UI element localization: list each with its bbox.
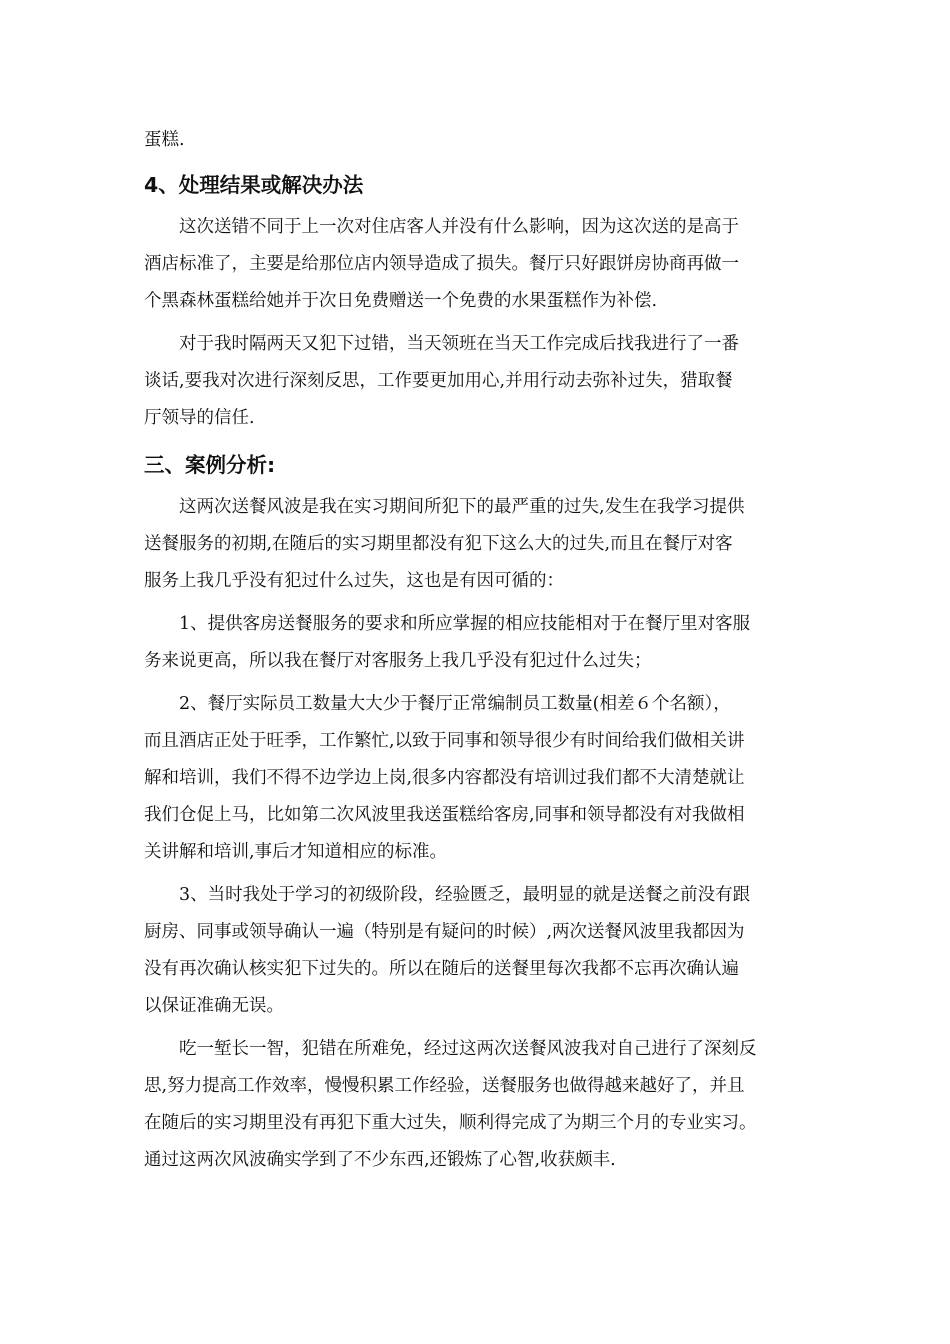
document-page — [144, 122, 810, 1185]
paragraph-line: 酒店标准了，主要是给那位店内领导造成了损失。餐厅只好跟饼房协商再做一 — [144, 254, 739, 274]
paragraph-line: 服务上我几乎没有犯过什么过失，这也是有因可循的： — [144, 571, 564, 591]
paragraph-line: 关讲解和培训,事后才知道相应的标准。 — [144, 842, 448, 862]
paragraph-line: 没有再次确认核实犯下过失的。所以在随后的送餐里每次我都不忘再次确认遍 — [144, 959, 739, 979]
paragraph-line: 我们仓促上马，比如第二次风波里我送蛋糕给客房,同事和领导都没有对我做相 — [144, 805, 745, 825]
paragraph — [144, 1031, 810, 1179]
section-heading-3: 三、案例分析: — [144, 453, 276, 477]
paragraph-line: 谈话,要我对次进行深刻反思，工作要更加用心,并用行动去弥补过失，猎取餐 — [144, 371, 733, 391]
section-heading-4: 4、处理结果或解决办法 — [144, 173, 364, 197]
paragraph-line: 送餐服务的初期,在随后的实习期里都没有犯下这么大的过失,而且在餐厅对客 — [144, 534, 733, 554]
paragraph-line: 这两次送餐风波是我在实习期间所犯下的最严重的过失,发生在我学习提供 — [179, 497, 745, 517]
paragraph — [144, 877, 810, 1025]
paragraph-line: 这次送错不同于上一次对住店客人并没有什么影响，因为这次送的是高于 — [179, 217, 739, 237]
paragraph-line: 而且酒店正处于旺季，工作繁忙,以致于同事和领导很少有时间给我们做相关讲 — [144, 731, 745, 751]
paragraph-line: 务来说更高，所以我在餐厅对客服务上我几乎没有犯过什么过失； — [144, 651, 652, 671]
paragraph-line: 个黑森林蛋糕给她并于次日免费赠送一个免费的水果蛋糕作为补偿. — [144, 291, 658, 311]
paragraph-line: 吃一堑长一智，犯错在所难免，经过这两次送餐风波我对自己进行了深刻反 — [179, 1039, 757, 1059]
paragraph-line: 在随后的实习期里没有再犯下重大过失，顺利得完成了为期三个月的专业实习。 — [144, 1113, 757, 1133]
paragraph-line: 2、餐厅实际员工数量大大少于餐厅正常编制员工数量(相差６个名额）， — [179, 694, 731, 714]
paragraph-line: 通过这两次风波确实学到了不少东西,还锻炼了心智,收获颇丰. — [144, 1150, 616, 1170]
paragraph-line: 3、当时我处于学习的初级阶段，经验匮乏，最明显的就是送餐之前没有跟 — [179, 885, 751, 905]
paragraph-line: 以保证准确无误。 — [144, 996, 284, 1016]
paragraph — [144, 606, 810, 680]
paragraph-line: 厨房、同事或领导确认一遍（特别是有疑问的时候）,两次送餐风波里我都因为 — [144, 922, 745, 942]
paragraph-line: 1、提供客房送餐服务的要求和所应掌握的相应技能相对于在餐厅里对客服 — [179, 614, 751, 634]
paragraph — [144, 326, 810, 437]
paragraph — [144, 489, 810, 600]
paragraph — [144, 209, 810, 320]
paragraph — [144, 686, 810, 871]
continuation-text: 蛋糕. — [144, 130, 185, 150]
paragraph-line: 解和培训，我们不得不边学边上岗,很多内容都没有培训过我们都不大清楚就让 — [144, 768, 745, 788]
paragraph-line: 对于我时隔两天又犯下过错，当天领班在当天工作完成后找我进行了一番 — [179, 334, 739, 354]
paragraph-line: 思,努力提高工作效率，慢慢积累工作经验，送餐服务也做得越来越好了，并且 — [144, 1076, 745, 1096]
paragraph-line: 厅领导的信任. — [144, 408, 255, 428]
